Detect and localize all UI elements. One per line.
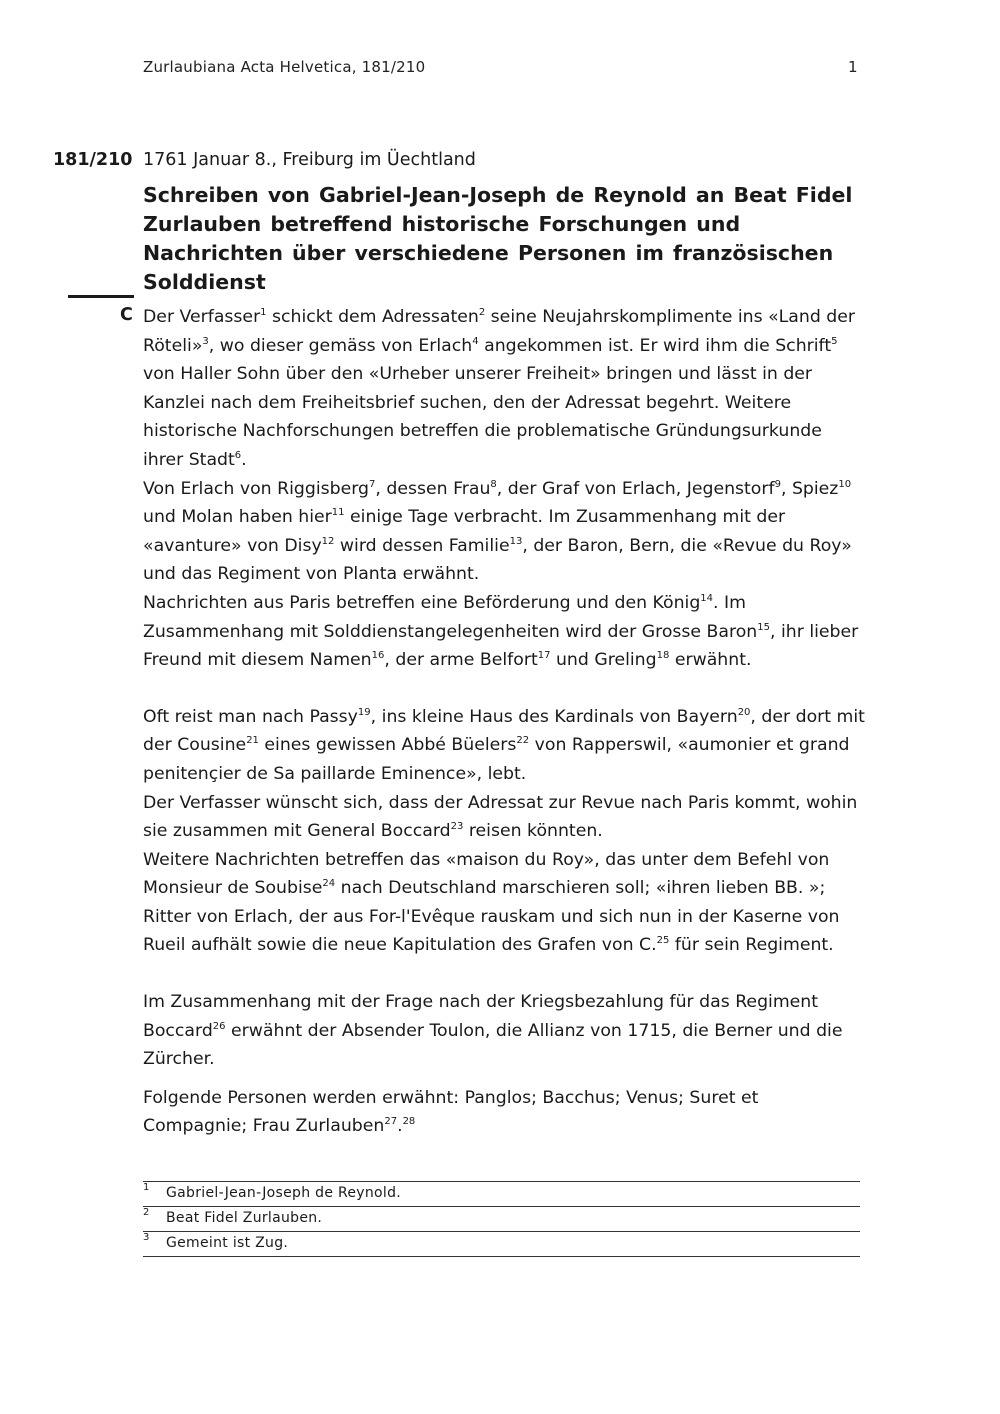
text-run: Weitere Nachrichten betreffen das «maison du Roy», das unter dem Befehl von Monsieur de Soubise — [143, 849, 830, 899]
footnote-ref: 24 — [322, 878, 336, 890]
text-run: schickt dem Adressaten — [266, 307, 479, 327]
text-run: und Molan haben hier — [143, 507, 332, 528]
section-rule — [68, 295, 134, 298]
footnotes — [143, 1181, 860, 1257]
footnote-ref: 12 — [321, 535, 335, 547]
footnote-ref: 8 — [490, 478, 497, 490]
text-run: seine Neujahrskomplimente ins «Land der Röteli» — [143, 307, 856, 356]
text-run: , der Baron, Bern, die «Revue du Roy» und das Regiment von Planta erwähnt. — [143, 535, 852, 585]
footnote-ref: 13 — [509, 535, 523, 547]
footnote-ref: 14 — [700, 592, 714, 604]
footnote-ref: 1 — [260, 307, 267, 318]
footnote — [143, 1206, 860, 1231]
paragraph — [143, 703, 865, 789]
paragraph-gap — [143, 675, 865, 703]
footnote-text: Beat Fidel Zurlauben. — [166, 1210, 323, 1226]
text-run: , ins kleine Haus des Kardinals von Bayern — [370, 706, 738, 727]
document-number: 181/210 — [53, 150, 133, 170]
text-run: Der Verfasser wünscht sich, dass der Adressat zur Revue nach Paris kommt, wohin sie zusammen mit General Boccard — [143, 792, 858, 842]
footnote-ref: 20 — [737, 706, 751, 718]
text-run: erwähnt. — [669, 650, 752, 671]
text-run: Im Zusammenhang mit der Frage nach der Kriegsbezahlung für das Regiment Boccard — [143, 992, 819, 1041]
text-run: einige Tage verbracht. Im Zusammenhang mit der «avanture» von Disy — [143, 507, 786, 556]
paragraph — [143, 303, 865, 475]
paragraph — [143, 1084, 865, 1141]
document-title: Schreiben von Gabriel-Jean-Joseph de Reynold an Beat Fidel Zurlauben betreffend historische Forschungen und Nachrichten über verschiedene Personen im französischen Solddienst — [143, 183, 853, 294]
text-run: angekommen ist. Er wird ihm die Schrift — [478, 335, 832, 356]
footnote-ref: 4 — [472, 335, 479, 347]
paragraph — [143, 988, 865, 1074]
text-run: von Rapperswil, «aumonier et grand penitençier de Sa paillarde Eminence», lebt. — [143, 735, 850, 784]
footnote — [143, 1231, 860, 1257]
footnote-ref: 2 — [478, 307, 486, 318]
footnote-ref: 17 — [537, 650, 551, 662]
footnote-ref: 11 — [331, 507, 345, 519]
text-run: eines gewissen Abbé Büelers — [258, 735, 517, 756]
text-run: . — [397, 1116, 403, 1137]
text-run: , dessen Frau — [375, 478, 491, 499]
footnote-ref: 9 — [774, 478, 781, 490]
footnote-ref: 6 — [234, 449, 242, 461]
footnote-ref: 16 — [371, 650, 385, 662]
paragraph — [143, 475, 865, 589]
footnote-ref: 7 — [369, 478, 376, 490]
footnote-number: 1 — [143, 1182, 150, 1193]
footnote — [143, 1181, 860, 1206]
text-run: Oft reist man nach Passy — [143, 706, 358, 727]
text-run: Nachrichten aus Paris betreffen eine Beförderung und den König — [143, 592, 701, 613]
footnote-ref: 23 — [450, 821, 464, 833]
paragraph-gap — [143, 960, 865, 988]
footnote-number: 2 — [143, 1207, 150, 1218]
regest-body — [143, 303, 865, 1141]
text-run: . — [241, 449, 247, 470]
footnote-ref: 26 — [212, 1020, 226, 1032]
paragraph-gap — [143, 1074, 865, 1084]
text-run: , ihr lieber Freund mit diesem Namen — [143, 621, 859, 671]
footnote-ref: 22 — [516, 735, 530, 747]
footnote-ref: 5 — [831, 335, 838, 347]
footnote-ref: 27 — [384, 1116, 398, 1128]
text-run: wird dessen Familie — [334, 535, 510, 556]
text-run: Von Erlach von Riggisberg — [143, 478, 370, 499]
paragraph — [143, 589, 865, 675]
document-date-place: 1761 Januar 8., Freiburg im Üechtland — [143, 150, 476, 170]
running-header: Zurlaubiana Acta Helvetica, 181/210 — [143, 58, 426, 76]
footnote-text: Gabriel-Jean-Joseph de Reynold. — [166, 1185, 402, 1201]
text-run: und Greling — [550, 650, 657, 671]
footnote-number: 3 — [143, 1232, 150, 1243]
text-run: , der arme Belfort — [384, 650, 538, 671]
text-run: Der Verfasser — [143, 307, 261, 327]
text-run: , wo dieser gemäss von Erlach — [208, 335, 473, 356]
footnote-ref: 21 — [246, 735, 259, 747]
text-run: , Spiez — [780, 478, 839, 499]
section-label: C — [120, 305, 133, 325]
page-number: 1 — [848, 58, 858, 76]
text-run: reisen könnten. — [463, 821, 603, 842]
text-run: . Im Zusammenhang mit Solddienstangelegenheiten wird der Grosse Baron — [143, 592, 758, 642]
text-run: , der Graf von Erlach, Jegenstorf — [496, 478, 775, 499]
footnote-ref: 25 — [656, 935, 670, 947]
footnote-ref: 18 — [656, 650, 670, 662]
footnote-ref: 3 — [202, 335, 209, 347]
text-run: für sein Regiment. — [669, 935, 834, 956]
footnote-text: Gemeint ist Zug. — [166, 1235, 289, 1251]
footnote-ref: 10 — [838, 478, 852, 490]
text-run: von Haller Sohn über den «Urheber unserer Freiheit» bringen und lässt in der Kanzlei nach dem Freiheitsbrief suchen, den der Adressat begehrt. Weitere historische Nachforschungen betreffen die problematische Gründungsurkunde ihrer Stadt — [143, 364, 822, 470]
text-run: erwähnt der Absender Toulon, die Allianz von 1715, die Berner und die Zürcher. — [143, 1020, 843, 1070]
text-run: nach Deutschland marschieren soll; «ihren lieben BB. »; Ritter von Erlach, der aus For-l'Evêque rauskam und sich nun in der Kaserne von Rueil aufhält sowie die neue Kapitulation des Grafen von C. — [143, 878, 840, 956]
paragraph — [143, 846, 865, 960]
text-run: Folgende Personen werden erwähnt: Panglos; Bacchus; Venus; Suret et Compagnie; Frau Zurlauben — [143, 1087, 759, 1137]
text-run: , der dort mit der Cousine — [143, 706, 865, 756]
footnote-ref: 19 — [357, 706, 371, 718]
paragraph — [143, 789, 865, 846]
footnote-ref: 28 — [402, 1116, 416, 1128]
footnote-ref: 15 — [757, 621, 770, 633]
